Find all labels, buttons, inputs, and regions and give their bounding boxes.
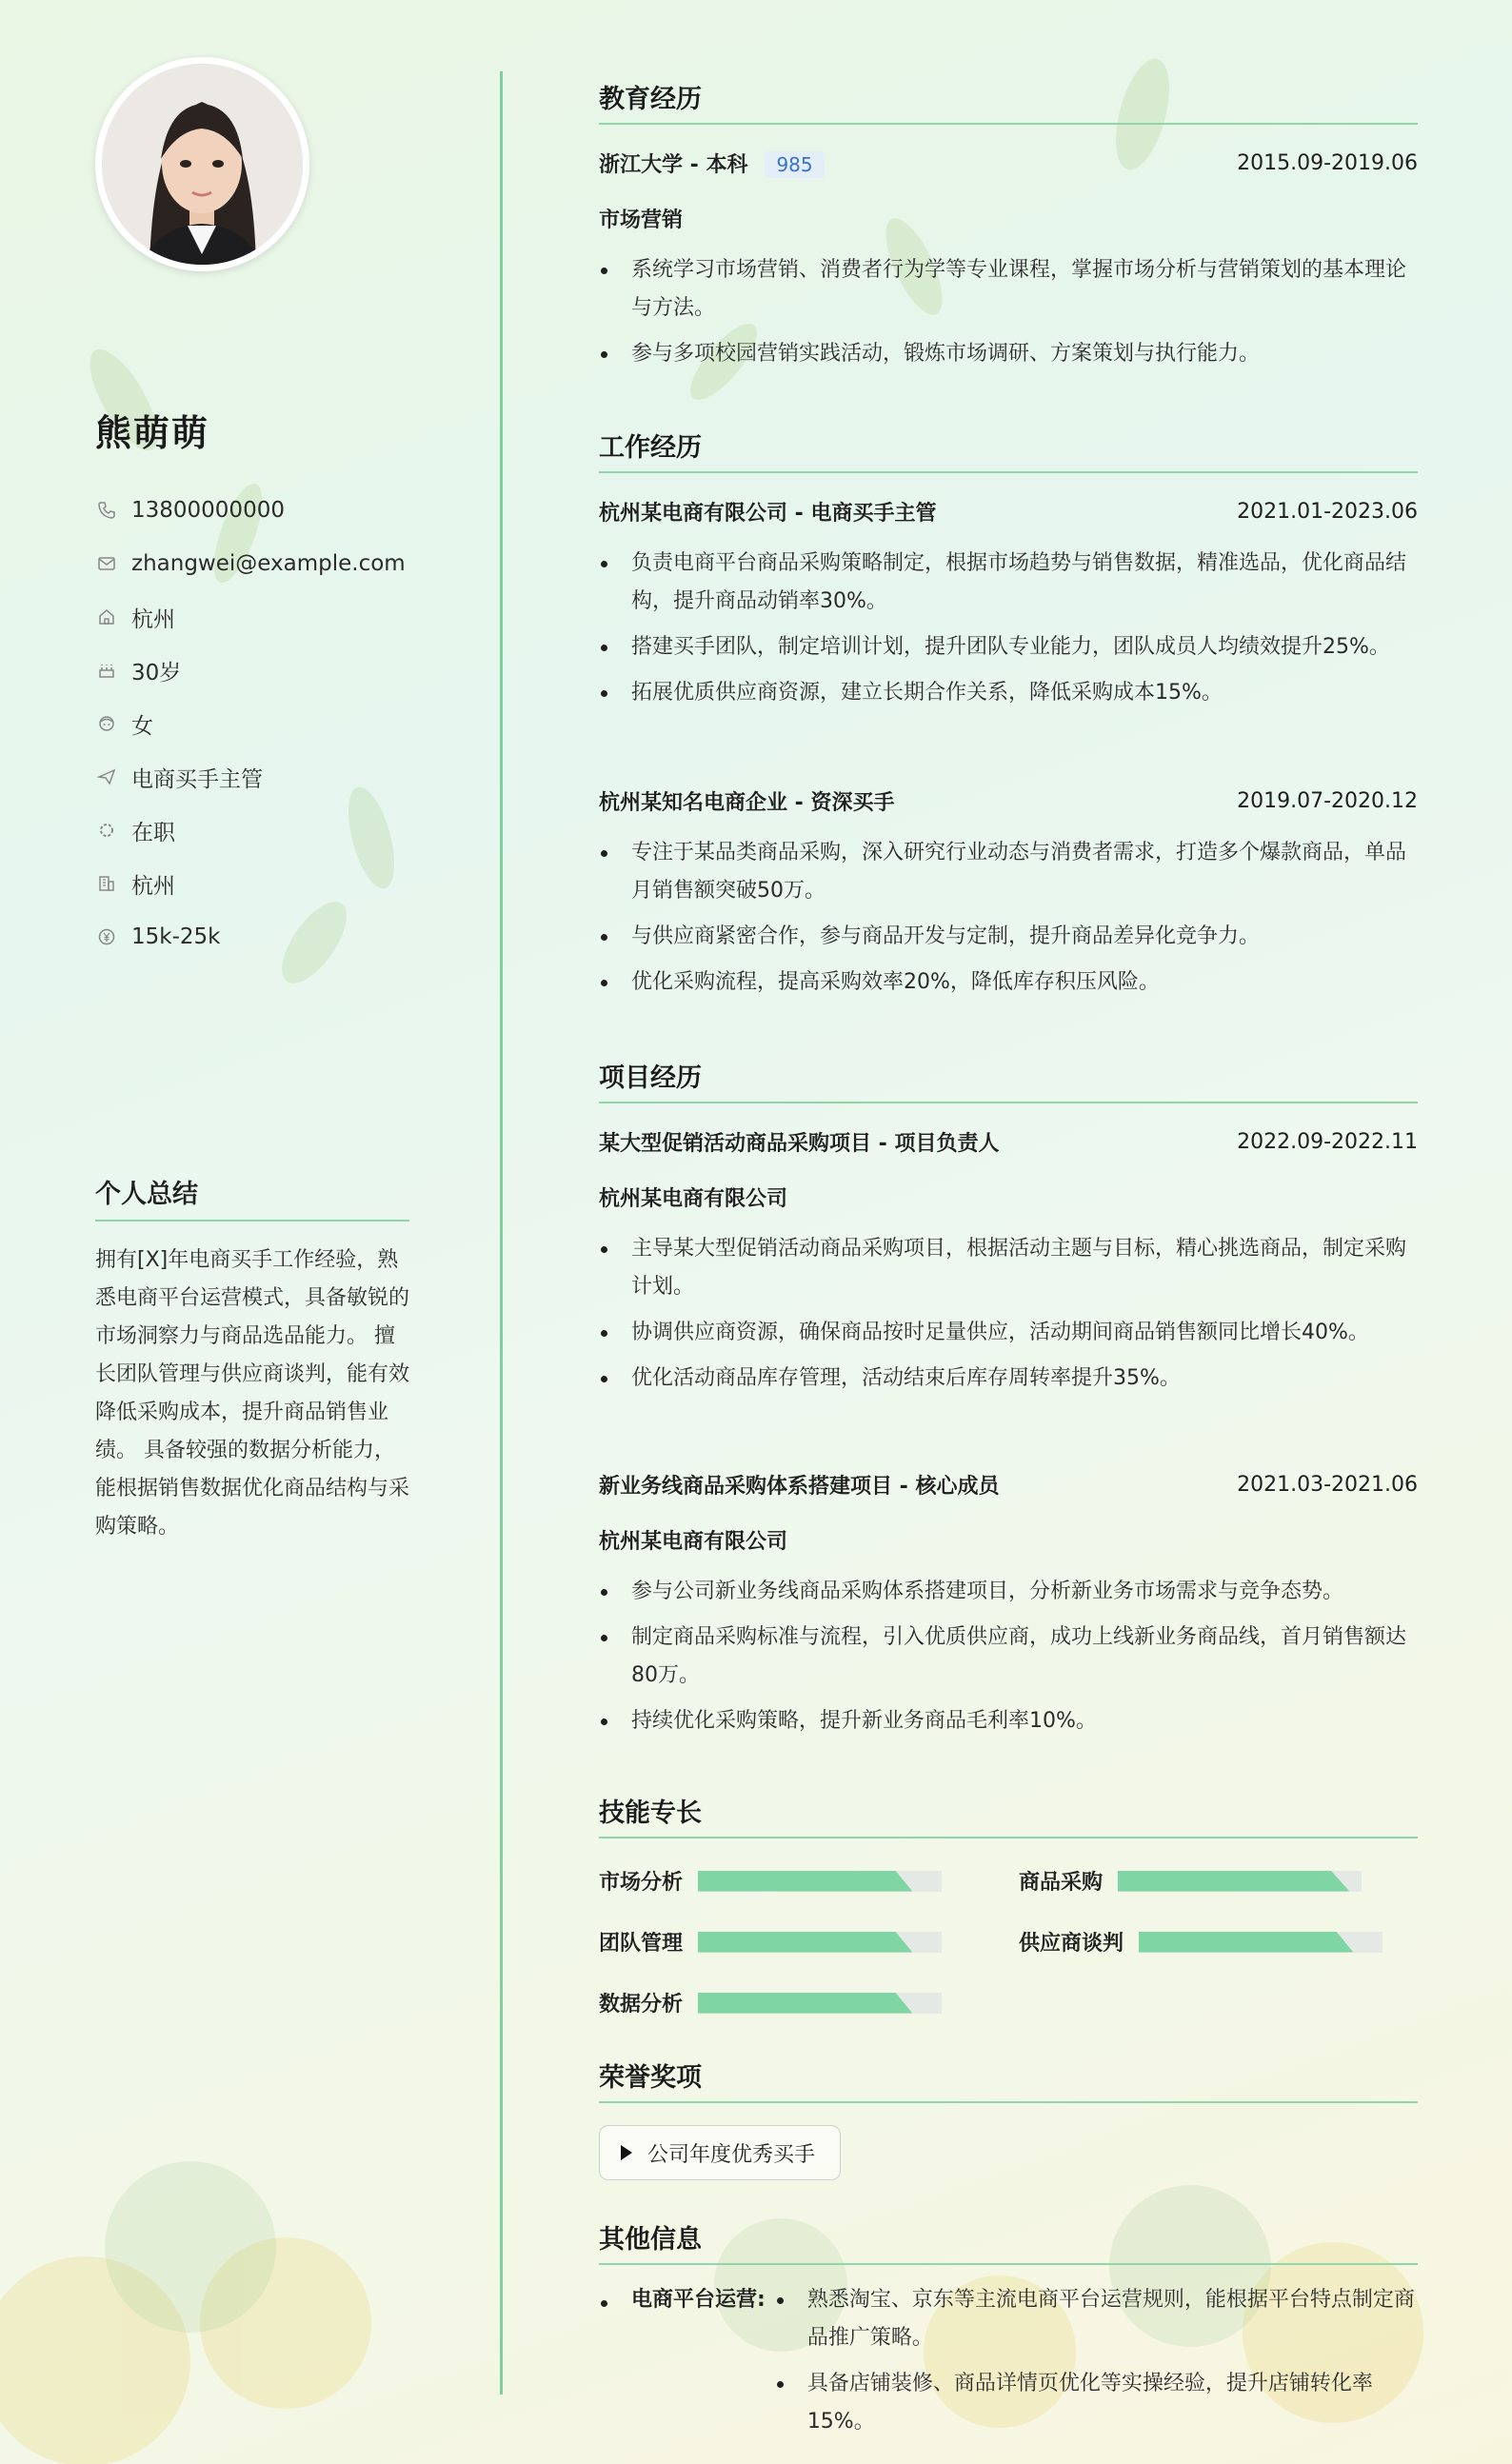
info-status — [95, 804, 406, 857]
skill-bar-fill — [698, 1871, 912, 1892]
info-gender — [95, 697, 406, 750]
salary-text: 15k-25k — [131, 924, 221, 949]
list-item: 主导某大型促销活动商品采购项目，根据活动主题与目标，精心挑选商品，制定采购计划。 — [599, 1230, 1418, 1306]
skill-bar-fill — [698, 1932, 912, 1953]
job-bullets — [599, 834, 1418, 1009]
status-text: 在职 — [131, 820, 175, 845]
work-city-text: 杭州 — [131, 873, 175, 899]
education-title: 教育经历 — [599, 78, 1418, 125]
project-date: 2021.03-2021.06 — [1237, 1473, 1418, 1497]
skill-name: 团队管理 — [599, 1932, 684, 1956]
list-item: 拓展优质供应商资源，建立长期合作关系，降低采购成本15%。 — [599, 674, 1418, 712]
skill-item — [1019, 1927, 1383, 1957]
skill-bar — [1118, 1871, 1362, 1892]
skill-item — [599, 1927, 942, 1957]
education-school-wrap — [599, 149, 825, 178]
list-item: 协调供应商资源，确保商品按时足量供应，活动期间商品销售额同比增长40%。 — [599, 1314, 1418, 1352]
list-item: 专注于某品类商品采购，深入研究行业动态与消费者需求，打造多个爆款商品，单品月销售额突破50万。 — [599, 834, 1418, 910]
play-triangle-icon — [621, 2145, 632, 2160]
skill-bar — [698, 1932, 942, 1953]
portrait-image — [102, 64, 303, 265]
list-item: 负责电商平台商品采购策略制定，根据市场趋势与销售数据，精准选品，优化商品结构，提升商品动销率30%。 — [599, 545, 1418, 621]
job-date: 2021.01-2023.06 — [1237, 500, 1418, 524]
cake-icon — [95, 659, 118, 682]
other-title: 其他信息 — [599, 2218, 1418, 2265]
education-bullets — [599, 251, 1418, 381]
skill-item — [599, 1866, 942, 1896]
other-info — [599, 2281, 1418, 2449]
other-bullets — [775, 2281, 1418, 2449]
list-item: 熟悉淘宝、京东等主流电商平台运营规则，能根据平台特点制定商品推广策略。 — [775, 2281, 1418, 2357]
column-divider — [500, 71, 503, 2394]
project-company: 杭州某电商有限公司 — [599, 1530, 788, 1554]
status-icon — [95, 819, 118, 842]
salary-icon — [95, 925, 118, 948]
job-heading: 杭州某知名电商企业 - 资深买手 — [599, 791, 895, 815]
project-heading: 新业务线商品采购体系搭建项目 - 核心成员 — [599, 1475, 1000, 1499]
project-company: 杭州某电商有限公司 — [599, 1187, 788, 1211]
avatar — [95, 57, 309, 271]
other-label: 电商平台运营: — [599, 2281, 766, 2449]
list-item: 参与多项校园营销实践活动，锻炼市场调研、方案策划与执行能力。 — [599, 335, 1418, 373]
info-work-city — [95, 857, 406, 910]
job-heading: 杭州某电商有限公司 - 电商买手主管 — [599, 502, 937, 526]
info-salary — [95, 910, 406, 964]
skills-title: 技能专长 — [599, 1792, 1418, 1838]
info-phone — [95, 484, 406, 537]
award-toggle[interactable] — [599, 2125, 841, 2180]
list-item: 搭建买手团队，制定培训计划，提升团队专业能力，团队成员人均绩效提升25%。 — [599, 628, 1418, 666]
project-heading-row — [599, 1470, 1418, 1500]
skill-item — [1019, 1866, 1362, 1896]
skill-bar-fill — [698, 1993, 912, 2014]
list-item: 持续优化采购策略，提升新业务商品毛利率10%。 — [599, 1702, 1418, 1740]
phone-icon — [95, 499, 118, 522]
skill-name: 供应商谈判 — [1019, 1932, 1124, 1956]
location-text: 杭州 — [131, 606, 175, 632]
projects-title: 项目经历 — [599, 1057, 1418, 1103]
position-text: 电商买手主管 — [131, 766, 263, 792]
contact-info-list — [95, 484, 406, 964]
job-heading-row — [599, 786, 1418, 816]
list-item: 参与公司新业务线商品采购体系搭建项目，分析新业务市场需求与竞争态势。 — [599, 1573, 1418, 1611]
info-email — [95, 537, 406, 590]
skill-item — [599, 1988, 942, 2017]
education-major: 市场营销 — [599, 209, 684, 232]
education-date: 2015.09-2019.06 — [1237, 151, 1418, 175]
skill-bar — [1139, 1932, 1383, 1953]
list-item: 具备店铺装修、商品详情页优化等实操经验，提升店铺转化率15%。 — [775, 2365, 1418, 2441]
skill-name: 商品采购 — [1019, 1871, 1104, 1895]
candidate-name: 熊萌萌 — [95, 412, 210, 454]
info-age — [95, 644, 406, 697]
project-heading-row — [599, 1127, 1418, 1157]
skill-name: 市场分析 — [599, 1871, 684, 1895]
skill-name: 数据分析 — [599, 1993, 684, 2017]
send-icon — [95, 765, 118, 788]
education-row — [599, 149, 1418, 178]
age-text: 30岁 — [131, 660, 182, 686]
email-icon — [95, 552, 118, 575]
list-item: 制定商品采购标准与流程，引入优质供应商，成功上线新业务商品线，首月销售额达80万。 — [599, 1619, 1418, 1695]
other-row — [599, 2281, 1418, 2449]
project-bullets — [599, 1230, 1418, 1405]
phone-text: 13800000000 — [131, 498, 285, 523]
list-item: 优化采购流程，提高采购效率20%，降低库存积压风险。 — [599, 964, 1418, 1002]
left-column — [0, 0, 502, 2464]
summary-text: 拥有[X]年电商买手工作经验，熟悉电商平台运营模式，具备敏锐的市场洞察力与商品选品能力。 擅长团队管理与供应商谈判，能有效降低采购成本，提升商品销售业绩。 具备较强的数据分析能力，能根据销售数据优化商品结构与采购策略。 — [95, 1248, 410, 1539]
education-school: 浙江大学 - 本科 — [599, 153, 748, 177]
list-item: 优化活动商品库存管理，活动结束后库存周转率提升35%。 — [599, 1360, 1418, 1398]
info-location — [95, 590, 406, 644]
job-date: 2019.07-2020.12 — [1237, 789, 1418, 813]
skill-bar — [698, 1993, 942, 2014]
work-title: 工作经历 — [599, 427, 1418, 473]
list-item: 与供应商紧密合作，参与商品开发与定制，提升商品差异化竞争力。 — [599, 918, 1418, 956]
skill-bar — [698, 1871, 942, 1892]
project-bullets — [599, 1573, 1418, 1748]
school-tag: 985 — [765, 151, 824, 178]
email-text: zhangwei@example.com — [131, 551, 406, 576]
info-position — [95, 750, 406, 804]
award-label: 公司年度优秀买手 — [647, 2142, 816, 2167]
gender-icon — [95, 712, 118, 735]
project-heading: 某大型促销活动商品采购项目 - 项目负责人 — [599, 1132, 1000, 1156]
home-icon — [95, 606, 118, 628]
skill-bar-fill — [1118, 1871, 1349, 1892]
project-date: 2022.09-2022.11 — [1237, 1130, 1418, 1154]
awards-title: 荣誉奖项 — [599, 2057, 1418, 2103]
summary-title: 个人总结 — [95, 1173, 409, 1222]
building-icon — [95, 872, 118, 895]
list-item: 系统学习市场营销、消费者行为学等专业课程，掌握市场分析与营销策划的基本理论与方法。 — [599, 251, 1418, 328]
skill-bar-fill — [1139, 1932, 1353, 1953]
gender-text: 女 — [131, 713, 153, 739]
job-heading-row — [599, 497, 1418, 527]
job-bullets — [599, 545, 1418, 720]
